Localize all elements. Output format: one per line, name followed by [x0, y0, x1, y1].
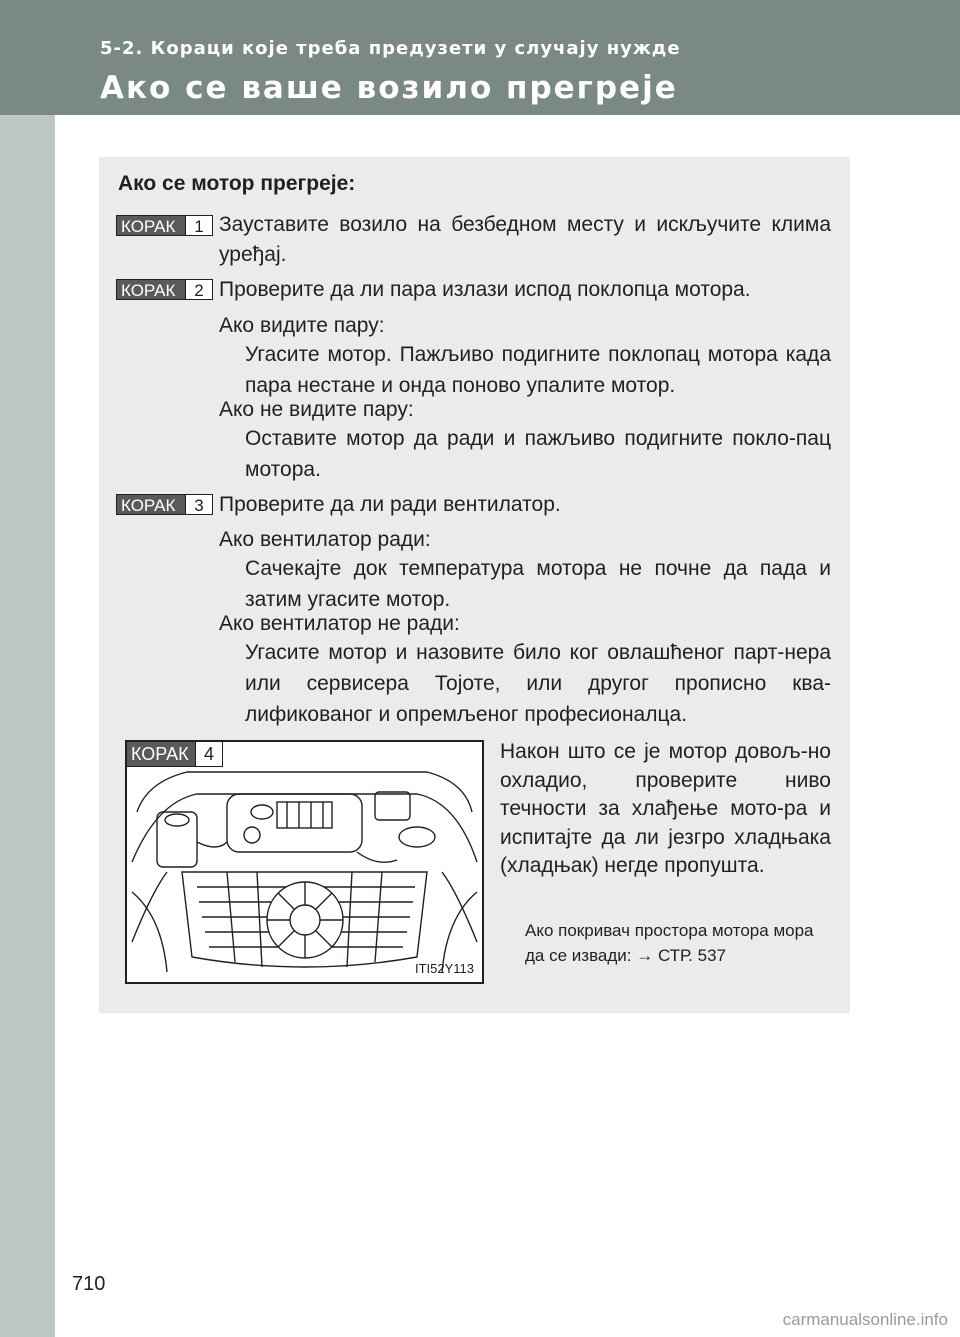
step-2-action-1: Угасите мотор. Пажљиво подигните поклопац мотора када пара нестане и онда поново упалите мотор. [245, 343, 831, 397]
step-badge-2 [116, 279, 213, 300]
step-2-condition-1: Ако видите пару: [219, 314, 385, 337]
side-tab-strip [0, 115, 55, 1337]
page-title: Ако се ваше возило прегреје [100, 70, 678, 106]
step-4-text: Након што се је мотор довољ-но охладио, проверите ниво течности за хлађење мото-ра и испитајте да ли језгро хладњака (хладњак) негде пропушта. [500, 740, 831, 877]
box-heading: Ако се мотор прегреје: [118, 172, 356, 195]
step-3-text: Проверите да ли ради вентилатор. [219, 493, 561, 516]
step-number: 3 [185, 495, 212, 514]
step-2-condition-2: Ако не видите пару: [219, 398, 414, 421]
step-badge-4 [127, 742, 223, 767]
step-badge-1 [116, 215, 213, 236]
step-3-condition-1: Ако вентилатор ради: [219, 528, 431, 551]
step-3-action-2: Угасите мотор и назовите било ког овлашћеног парт-нера или сервисера Тојоте, или другог прописно ква-лификованог и опремљеног професионалца. [245, 641, 831, 726]
figure-code: ITI52Y113 [414, 961, 474, 976]
step-3-action-1: Сачекајте док температура мотора не почне да пада и затим угасите мотор. [245, 557, 831, 611]
step-number: 1 [185, 216, 212, 235]
engine-bay-drawing [127, 742, 482, 982]
section-label: 5-2. Кораци које треба предузети у случају нужде [100, 38, 681, 59]
step-word: КОРАК [127, 742, 195, 766]
step-word: КОРАК [117, 216, 185, 235]
step-2-text: Проверите да ли пара излази испод поклопца мотора. [219, 278, 751, 301]
step-4-note: Ако покривач простора мотора мора да се извади: → СТР. 537 [525, 921, 814, 965]
step-word: КОРАК [117, 280, 185, 299]
page-number: 710 [72, 1273, 106, 1295]
step-2-action-2: Оставите мотор да ради и пажљиво подигните покло-пац мотора. [245, 427, 831, 481]
watermark: carmanualsonline.info [782, 1310, 948, 1329]
step-3-condition-2: Ако вентилатор не ради: [219, 612, 460, 635]
step-number: 4 [195, 742, 222, 766]
step-1-text: Зауставите возило на безбедном месту и искључите клима уређај. [219, 213, 831, 266]
engine-bay-illustration [125, 740, 484, 984]
step-number: 2 [185, 280, 212, 299]
step-badge-3 [116, 494, 213, 515]
step-word: КОРАК [117, 495, 185, 514]
